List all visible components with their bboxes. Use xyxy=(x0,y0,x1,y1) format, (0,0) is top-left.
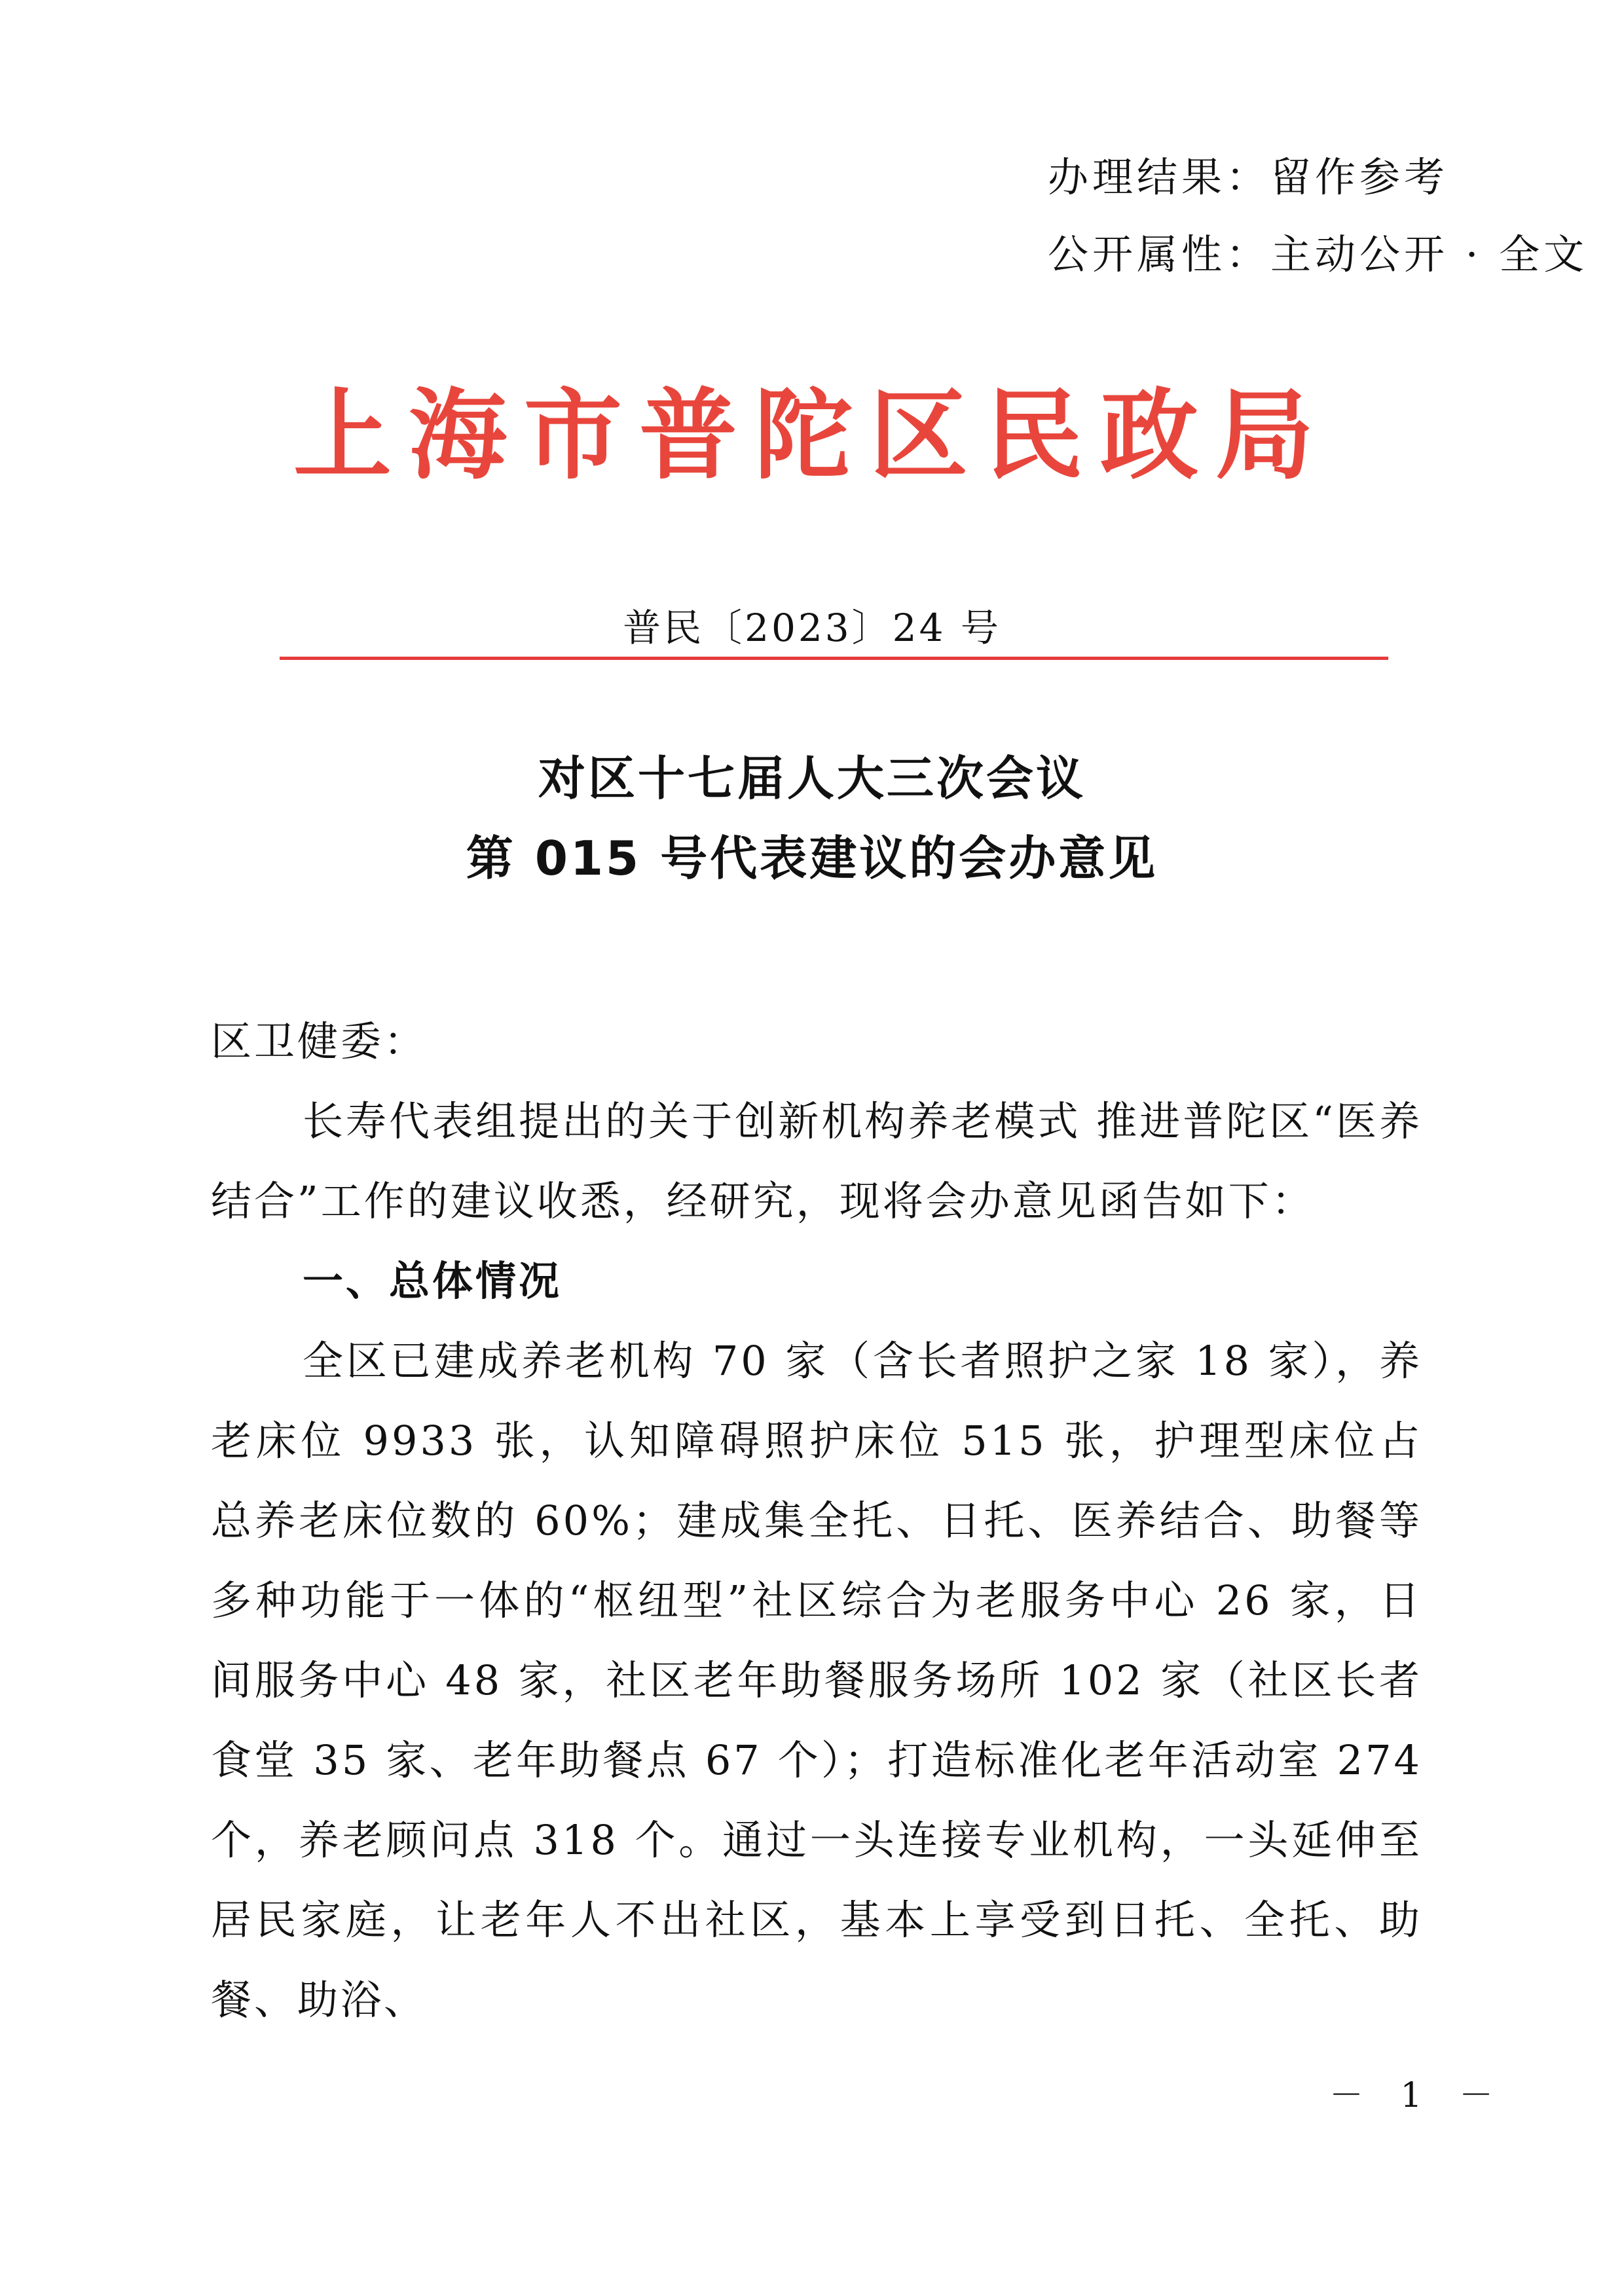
intro-paragraph: 长寿代表组提出的关于创新机构养老模式 推进普陀区“医养结合”工作的建议收悉，经研究，现将会办意见函告如下： xyxy=(211,1097,1422,1225)
document-body xyxy=(211,1002,1422,2040)
section-paragraph: 全区已建成养老机构 70 家（含长者照护之家 18 家），养老床位 9933 张，认知障碍照护床位 515 张，护理型床位占总养老床位数的 60%；建成集全托、日托、医养结合、助餐等多种功能于一体的“枢纽型”社区综合为老服务中心 26 家，日间服务中心 48 家，社区老年助餐服务场所 102 家（社区长者食堂 35 家、老年助餐点 67 个）；打造标准化老年活动室 274 个，养老顾问点 318 个。通过一头连接专业机构，一头延伸至居民家庭，让老年人不出社区，基本上享受到日托、全托、助餐、助浴、 xyxy=(211,1337,1422,2024)
document-number: 普民〔2023〕24 号 xyxy=(623,606,1001,650)
document-title-line1: 对区十七届人大三次会议 xyxy=(538,751,1086,806)
disclosure-attribute xyxy=(1048,230,1589,278)
document-title-line2: 第 015 号代表建议的会办意见 xyxy=(466,831,1158,886)
handling-result xyxy=(1048,153,1449,201)
handling-result-label: 办理结果： xyxy=(1048,153,1271,201)
salutation: 区卫健委： xyxy=(211,1017,428,1065)
handling-result-value: 留作参考 xyxy=(1270,153,1449,201)
disclosure-value: 主动公开 · 全文 xyxy=(1270,230,1589,278)
disclosure-label: 公开属性： xyxy=(1048,230,1271,278)
section-heading: 一、总体情况 xyxy=(303,1257,563,1305)
page-number: － 1 － xyxy=(1329,2076,1507,2115)
letterhead-red-divider xyxy=(280,657,1388,660)
agency-letterhead: 上海市普陀区民政局 xyxy=(293,378,1331,493)
